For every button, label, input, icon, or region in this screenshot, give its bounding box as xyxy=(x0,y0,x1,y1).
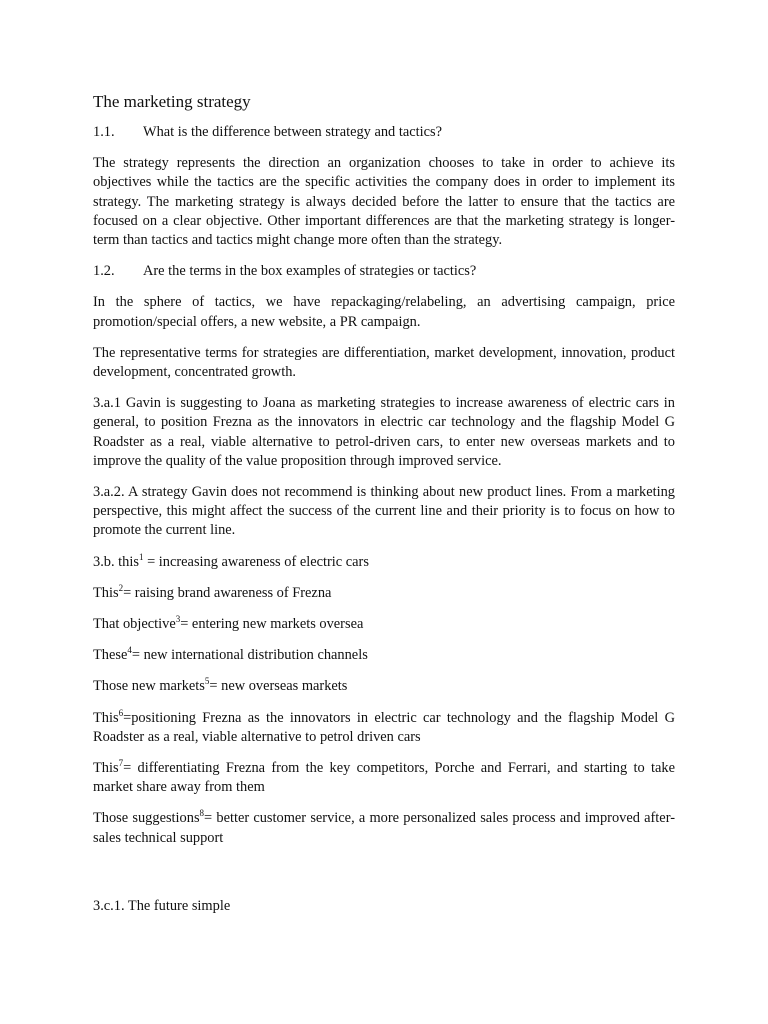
reference-definition: = entering new markets oversea xyxy=(180,616,364,633)
reference-item-3 xyxy=(93,615,675,634)
reference-superscript: 3 xyxy=(175,614,181,625)
answer-paragraph-3a1: 3.a.1 Gavin is suggesting to Joana as marketing strategies to increase awareness of electric cars in general, to position Frezna as the innovators in electric car technology and the flagship Model G Roadster as a real, viable alternative to petrol-driven cars, to enter new overseas markets and to improve the quality of the value proposition through improved service. xyxy=(93,395,675,469)
question-1-1 xyxy=(93,123,675,142)
reference-definition: = raising brand awareness of Frezna xyxy=(123,584,332,601)
reference-definition: = new international distribution channels xyxy=(131,647,368,664)
reference-superscript: 1 xyxy=(138,551,144,562)
question-text: What is the difference between strategy and tactics? xyxy=(143,124,442,140)
reference-item-1 xyxy=(93,553,675,572)
reference-item-2 xyxy=(93,584,675,603)
answer-paragraph-3: The representative terms for strategies are differentiation, market development, innovation, product development, concentrated growth. xyxy=(93,344,675,381)
reference-item-5 xyxy=(93,677,675,696)
reference-item-8 xyxy=(93,809,675,847)
reference-term: Those new markets xyxy=(93,678,205,695)
reference-term: 3.b. this xyxy=(93,553,139,570)
reference-term: This xyxy=(93,584,119,601)
reference-superscript: 7 xyxy=(118,758,124,769)
reference-item-4 xyxy=(93,646,675,665)
question-number: 1.2. xyxy=(93,263,115,280)
question-number: 1.1. xyxy=(93,124,115,140)
answer-paragraph-2: In the sphere of tactics, we have repackaging/relabeling, an advertising campaign, price promotion/special offers, a new website, a PR campaign. xyxy=(93,294,675,330)
reference-superscript: 4 xyxy=(127,645,132,656)
reference-term: That objective xyxy=(93,616,176,633)
reference-definition: = new overseas markets xyxy=(209,678,348,695)
reference-item-7 xyxy=(93,759,675,797)
reference-definition: =positioning Frezna as the innovators in electric car technology and the flagship Model G Roadster as a real, viable alternative to petrol driven cars xyxy=(93,709,675,745)
section-heading: 3.c.1. The future simple xyxy=(93,897,231,914)
reference-item-6 xyxy=(93,709,675,747)
answer-paragraph-1: The strategy represents the direction an organization chooses to take in order to achieve its objectives while the tactics are the specific activities the company does in order to implement its strategy. The marketing strategy is always decided before the latter to ensure that the tactics are focused on a clear objective. Other important differences are that the marketing strategy is longer-term than tactics and tactics might change more often than the strategy. xyxy=(93,155,675,249)
answer-paragraph-3a2: 3.a.2. A strategy Gavin does not recommend is thinking about new product lines. From a marketing perspective, this might affect the success of the current line and their priority is to focus on how to promote the current line. xyxy=(93,484,675,539)
reference-term: This xyxy=(93,760,119,777)
reference-definition: = differentiating Frezna from the key competitors, Porche and Ferrari, and starting to take market share away from them xyxy=(93,760,675,796)
question-1-2 xyxy=(93,262,675,281)
reference-term: These xyxy=(93,647,128,664)
document-body xyxy=(93,91,675,928)
reference-superscript: 6 xyxy=(118,707,124,718)
reference-superscript: 8 xyxy=(199,808,205,819)
reference-term: Those suggestions xyxy=(93,810,200,827)
section-spacer xyxy=(93,860,675,897)
reference-superscript: 2 xyxy=(118,583,124,594)
question-text: Are the terms in the box examples of strategies or tactics? xyxy=(143,263,477,280)
reference-definition: = increasing awareness of electric cars xyxy=(143,553,369,570)
document-title: The marketing strategy xyxy=(93,92,251,111)
reference-term: This xyxy=(93,709,119,726)
reference-definition: = better customer service, a more personalized sales process and improved after-sales technical support xyxy=(93,810,675,846)
reference-superscript: 5 xyxy=(204,676,210,687)
